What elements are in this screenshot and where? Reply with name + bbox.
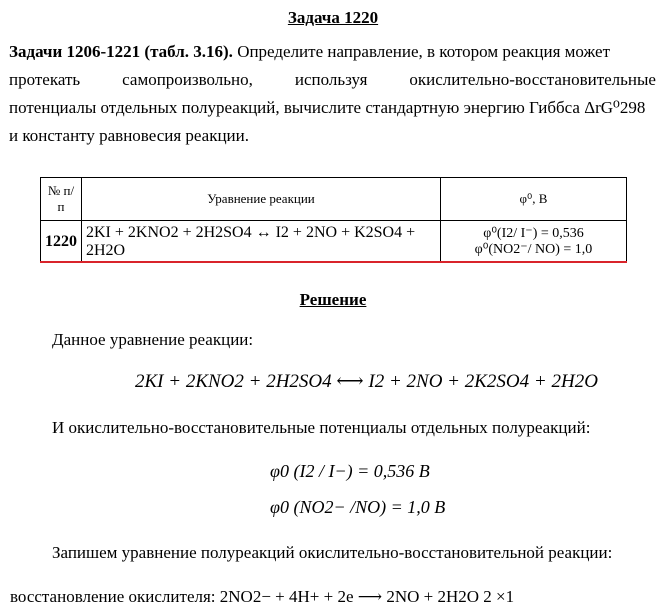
potential-iodine: φ⁰(I2/ I⁻) = 0,536 bbox=[483, 225, 584, 241]
table-row bbox=[41, 221, 627, 263]
intro-reaction: Данное уравнение реакции: bbox=[52, 330, 254, 349]
solution-heading: Решение bbox=[299, 290, 367, 309]
potential-nitrite: φ⁰(NO2⁻/ NO) = 1,0 bbox=[474, 241, 593, 257]
gibbs-symbol: ΔrG⁰298 bbox=[584, 98, 646, 117]
problem-line1-text: Определите направление, в котором реакция может bbox=[237, 42, 611, 61]
problem-line-1 bbox=[9, 38, 656, 66]
table-header-equation: Уравнение реакции bbox=[82, 178, 441, 221]
table-header-number: № п/п bbox=[41, 178, 82, 221]
reaction-equation: 2KI + 2KNO2 + 2H2SO4 ⟷ I2 + 2NO + 2K2SO4 + 2H2O bbox=[135, 371, 598, 392]
problem-line-3 bbox=[9, 94, 656, 122]
page-title: Задача 1220 bbox=[287, 8, 379, 27]
half-reaction-reduction: восстановление окислителя: 2NO2− + 4H+ + 2e ⟶ 2NO + 2H2O 2 ×1 bbox=[10, 587, 515, 606]
problem-line3-text: потенциалы отдельных полуреакций, вычислите стандартную энергию Гиббса bbox=[9, 98, 580, 117]
potential-equation-2: φ0 (NO2− /NO) = 1,0 В bbox=[270, 497, 446, 517]
problem-word: самопроизвольно, bbox=[122, 70, 253, 89]
problem-line-4: и константу равновесия реакции. bbox=[9, 126, 250, 145]
problem-lead: Задачи 1206-1221 (табл. 3.16). bbox=[9, 42, 233, 61]
problem-word: протекать bbox=[9, 70, 81, 89]
red-underline bbox=[40, 261, 627, 263]
row-equation: 2KI + 2KNO2 + 2H2SO4 ↔ I2 + 2NO + K2SO4 + 2H2O bbox=[82, 221, 441, 263]
table-header-potential: φ⁰, В bbox=[441, 178, 627, 221]
problem-word: окислительно-восстановительные bbox=[409, 70, 656, 89]
intro-potentials: И окислительно-восстановительные потенциалы отдельных полуреакций: bbox=[52, 418, 591, 437]
problem-statement bbox=[9, 38, 656, 150]
intro-half-reactions: Запишем уравнение полуреакций окислительно-восстановительной реакции: bbox=[52, 543, 613, 562]
problem-line-2 bbox=[9, 66, 656, 94]
reaction-table bbox=[40, 177, 627, 263]
problem-word: используя bbox=[294, 70, 368, 89]
potential-equation-1: φ0 (I2 / I−) = 0,536 В bbox=[270, 461, 430, 481]
row-potentials bbox=[441, 221, 627, 263]
table-header-row bbox=[41, 178, 627, 221]
row-number: 1220 bbox=[41, 221, 82, 263]
